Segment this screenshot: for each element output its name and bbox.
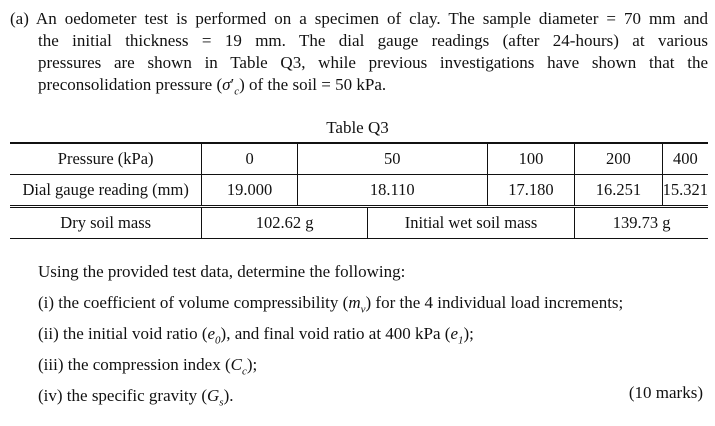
questions-prompt: Using the provided test data, determine the following:: [38, 262, 406, 281]
pressure-cell: 50: [297, 143, 487, 175]
dry-mass-value: 102.62 g: [202, 207, 368, 239]
pressure-cell: 100: [487, 143, 574, 175]
dial-cell: 16.251: [575, 175, 662, 207]
pressure-cell: 400: [662, 143, 708, 175]
question-ii: (ii) the initial void ratio $(e_0)$, and final void ratio at 400 kPa $(e_1)$;: [38, 324, 474, 347]
question-iii: (iii) the compression index $(C_c)$;: [38, 355, 258, 378]
marks-label: (10 marks): [628, 383, 703, 402]
dry-mass-label: Dry soil mass: [10, 207, 202, 239]
question-intro: [10, 8, 708, 102]
table-row-dial: [10, 175, 708, 207]
dial-cell: 15.321: [662, 175, 708, 207]
dial-cell: 19.000: [202, 175, 298, 207]
wet-mass-label: Initial wet soil mass: [367, 207, 574, 239]
pressure-label: Pressure (kPa): [10, 143, 202, 175]
table-row-pressure: [10, 143, 708, 175]
intro-line-2: the initial thickness = 19 mm. The dial gauge readings (after 24-hours) at various: [38, 31, 708, 50]
intro-line-4: preconsolidation pressure $(\sigma'_c)$ of the soil = 50 kPa.: [38, 75, 387, 98]
question-i: (i) the coefficient of volume compressibility $(m_v)$ for the 4 individual load increments;: [38, 293, 624, 316]
pressure-cell: 0: [202, 143, 298, 175]
pressure-cell: 200: [575, 143, 662, 175]
dial-label: Dial gauge reading (mm): [10, 175, 202, 207]
table-caption: Table Q3: [326, 118, 389, 137]
wet-mass-value: 139.73 g: [575, 207, 708, 239]
dial-cell: 18.110: [297, 175, 487, 207]
question-iv: (iv) the specific gravity $(G_s)$.: [38, 386, 234, 409]
sigma-c-prime: $\sigma'_c$: [222, 75, 240, 98]
table-row-mass: [10, 207, 708, 239]
intro-line-3: pressures are shown in Table Q3, while previous investigations have shown that the: [38, 53, 708, 72]
dial-cell: 17.180: [487, 175, 574, 207]
intro-line-1: (a) An oedometer test is performed on a specimen of clay. The sample diameter = 70 mm and: [10, 9, 708, 28]
table-q3: [10, 142, 708, 239]
